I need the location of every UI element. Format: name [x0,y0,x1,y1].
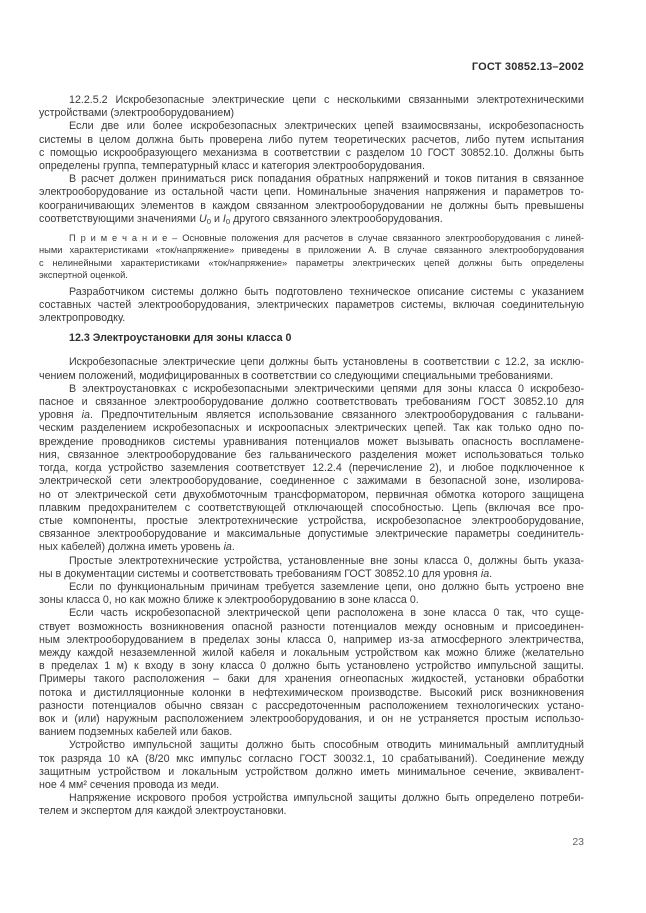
document-body [39,94,584,819]
text-line: телем и экспертом для каждой электроустановки. [39,805,287,818]
text-line: чением положений, модифицированных в соответствии со следующими специальными требованиями. [39,369,554,382]
text-line: 12.3 Электроустановки для зоны класса 0 [69,332,292,345]
text-line: устройствами (электрооборудованием) [39,107,235,120]
text-line: П р и м е ч а н и е – Основные положения для расчетов в случае связанного электрооборудования с линей- [69,233,584,244]
text-line: вок и (или) наружным расположением электрооборудования, и он не устраняется простым использо- [39,712,584,725]
text-line: между каждой незаземленной жилой кабеля и локальным устройством как можно ближе (желательно [39,646,584,659]
text-line: вреждение проводников системы уравнивания потенциалов может вызывать опасность воспламене- [39,435,584,448]
paragraph [39,286,584,326]
note-paragraph [39,232,584,282]
text-line: но от электрической сети двухобмоточным трансформатором, первичная обмотка которого защищена [39,488,584,501]
section-heading [39,332,584,345]
text-line: электропроводку. [39,312,126,325]
text-line: Если часть искробезопасной электрической цепи расположена в зоне класса 0 так, что суще- [69,607,584,620]
text-line: ны в документации системы и соответствовать требованиям ГОСТ 30852.10 для уровня ia. [39,567,493,580]
text-line: В электроустановках с искробезопасными электрическими цепями для зоны класса 0 искробезо- [69,382,584,395]
text-line: 12.2.5.2 Искробезопасные электрические цепи с несколькими связанными электротехническими [69,94,584,106]
text-line: Напряжение искрового пробоя устройства импульсной защиты должно быть определено потреби- [69,792,584,805]
running-header: ГОСТ 30852.13–2002 [471,61,584,73]
text-line: защитным устройством и локальным устройством должно иметь минимальное сечение, эквивалент- [39,765,584,778]
text-line: в пределах 1 м) к входу в зону класса 0 должно быть установлено устройство импульсной защиты. [39,660,584,673]
text-line: ния, связанное электрооборудование без гальванического разделения может использоваться только [39,448,584,461]
text-line: уровня ia. Предпочтительным является использование связанного электрооборудования с гальвани- [39,409,584,422]
text-line: составных частей электрооборудования, электрических параметров системы, включая соединительную [39,298,584,311]
text-line: связанное электрооборудование и максимальные допустимые электрические параметры соединитель- [39,528,584,541]
text-line: электрооборудование из остальной части цепи. Номинальные значения напряжения и параметров то- [39,186,584,199]
text-line: ческим разделением искробезопасных и искроопасных электрических цепей. Так как только одно по- [39,422,584,435]
text-line: электрической сети электрооборудование, соединенное с зажимами в безопасной зоне, изолирова- [39,475,584,488]
text-line: с нелинейными характеристиками «ток/напряжение» параметры электрических цепей должны быть определены [39,257,584,268]
paragraph [39,383,584,555]
text-line: ванием подземных кабелей или баков. [39,726,233,739]
paragraph [39,173,584,226]
page-number: 23 [572,836,584,848]
text-line: зоны класса 0, но как можно ближе к электрооборудованию в зоне класса 0. [39,594,419,607]
text-line: соответствующими значениями $U_0$ и $I_0$ другого связанного электрооборудования. [39,212,443,226]
paragraph [39,581,584,607]
text-line: Искробезопасные электрические цепи должны быть установлены в соответствии с 12.2, за исклю- [69,356,584,369]
text-line: ствует возможность возникновения опасной разности потенциалов между основным и присоединен- [39,620,584,633]
text-line: Устройство импульсной защиты должно быть способным отводить минимальный амплитудный [69,739,584,752]
text-line: ными характеристиками «ток/напряжение» приведены в приложении А. В случае связанного электрооборудования [39,245,584,256]
text-line: ток разряда 10 кА (8/20 мкс импульс согласно ГОСТ 30032.1, 10 срабатываний). Соединение между [39,752,584,765]
text-line: Если две или более искробезопасных электрических цепей взаимосвязаны, искробезопасность [69,120,584,133]
text-line: с помощью искрообразующего механизма в соответствии с разделом 10 ГОСТ 30852.10. Должны быть [39,146,584,159]
text-line: Разработчиком системы должно быть подготовлено техническое описание системы с указанием [69,285,584,298]
text-line: ным электрооборудованием в пределах зоны класса 0, например из-за атмосферного электричества, [39,633,584,646]
text-line: потока и дистилляционные колонки в нефтехимическом производстве. Высокий риск возникновения [39,686,584,699]
text-line: Примеры такого расположения – баки для хранения огнеопасных жидкостей, установки обработки [39,673,584,686]
paragraph [39,555,584,581]
text-line: пасное и связанное электрооборудование должно соответствовать требованиям ГОСТ 30852.10 для [39,396,584,409]
paragraph [39,739,584,792]
text-line: определены группа, температурный класс и категория электрооборудования. [39,160,425,173]
text-line: В расчет должен приниматься риск попадания обратных напряжений и токов питания в связанное [69,173,584,186]
text-line: системы в целом должна быть проверена либо путем теоретических расчетов, либо путем испытания [39,133,584,146]
text-line: плавким предохранителем с соответствующей отключающей способностью. Цепь (включая все про- [39,501,584,514]
text-line: Если по функциональным причинам требуется заземление цепи, оно должно быть устроено вне [69,580,584,593]
text-line: ное 4 мм² сечения провода из меди. [39,778,220,791]
text-line: экспертной оценкой. [39,270,128,281]
text-line: Простые электротехнические устройства, установленные вне зоны класса 0, должны быть указа- [69,554,584,567]
text-line: коограничивающих элементов в каждом связанном электрооборудовании не должны быть превышены [39,199,584,212]
text-line: ных кабелей) должна иметь уровень ia. [39,541,235,554]
text-line: тогда, когда устройство заземления соответствует 12.2.4 (перечисление 2), и любое подключенное к [39,462,584,475]
paragraph [39,94,584,120]
text-line: разности потенциалов обычно связан с рассредоточенным расположением технологических устано- [39,699,584,712]
paragraph [39,792,584,818]
text-line: стые компоненты, простые электротехнические устройства, искробезопасное электрооборудование, [39,514,584,527]
paragraph [39,607,584,739]
paragraph [39,356,584,382]
paragraph [39,120,584,173]
